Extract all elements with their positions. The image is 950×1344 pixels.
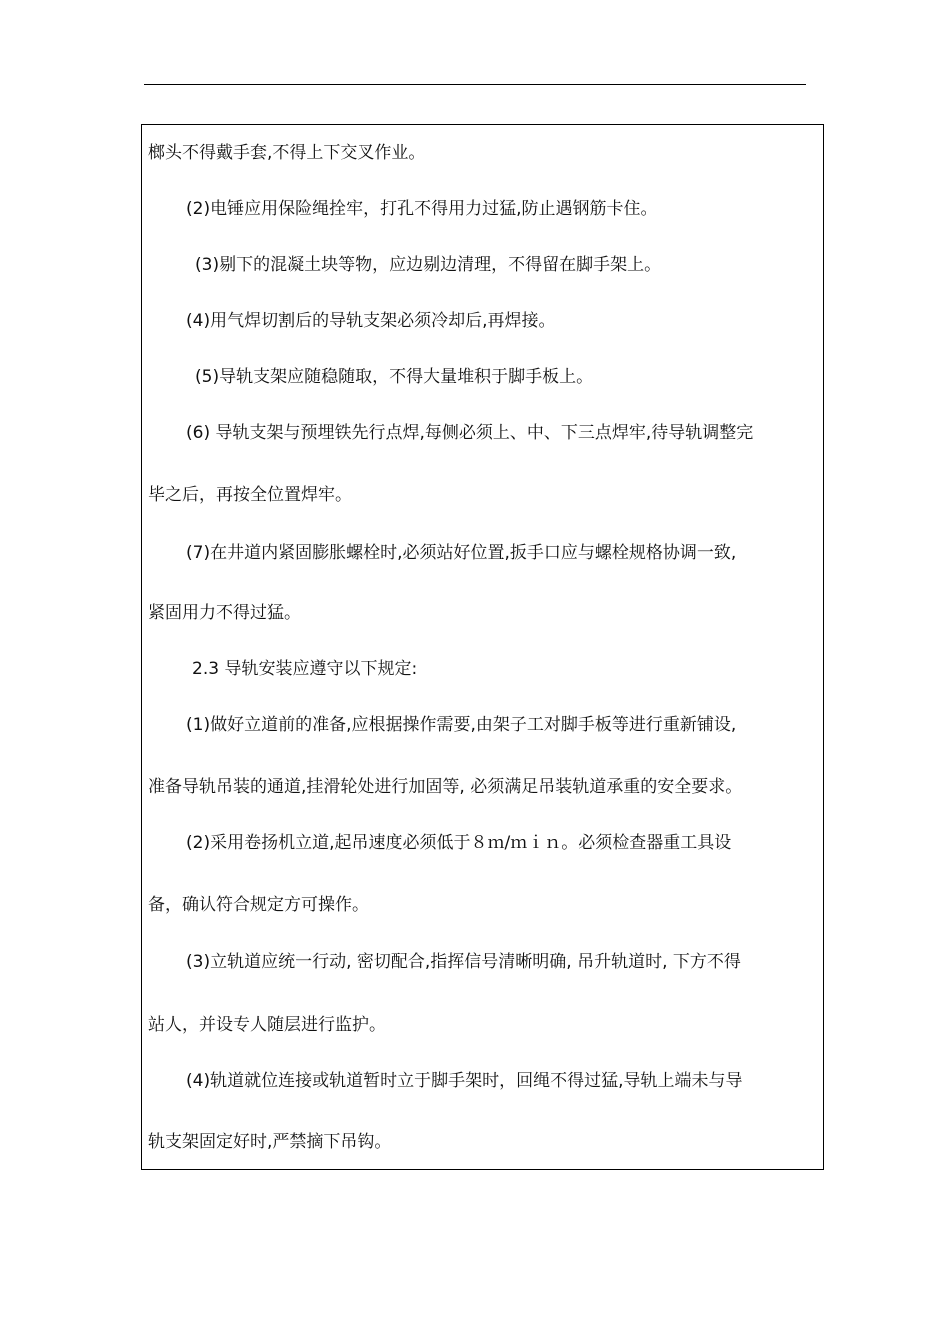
header-rule: [144, 84, 806, 85]
text-line-2: (2)电锤应用保险绳拴牢，打孔不得用力过猛,防止遇钢筋卡住。: [186, 199, 658, 219]
section-heading: 2.3 导轨安装应遵守以下规定:: [192, 659, 418, 679]
text-line-14: 备，确认符合规定方可操作。: [148, 895, 369, 915]
text-line-5: (5)导轨支架应随稳随取，不得大量堆积于脚手板上。: [195, 367, 594, 387]
text-line-15: (3)立轨道应统一行动, 密切配合,指挥信号清晰明确, 吊升轨道时, 下方不得: [186, 952, 741, 972]
text-line-8: (7)在井道内紧固膨胀螺栓时,必须站好位置,扳手口应与螺栓规格协调一致,: [186, 543, 737, 563]
text-line-18: 轨支架固定好时,严禁摘下吊钩。: [148, 1132, 392, 1152]
text-line-16: 站人，并设专人随层进行监护。: [148, 1015, 386, 1035]
text-line-3: (3)剔下的混凝土块等物，应边剔边清理，不得留在脚手架上。: [195, 255, 662, 275]
text-line-7: 毕之后，再按全位置焊牢。: [148, 485, 352, 505]
text-line-1: 榔头不得戴手套,不得上下交叉作业。: [148, 143, 426, 163]
text-line-11: (1)做好立道前的准备,应根据操作需要,由架子工对脚手板等进行重新铺设,: [186, 715, 737, 735]
text-line-4: (4)用气焊切割后的导轨支架必须冷却后,再焊接。: [186, 311, 556, 331]
text-line-13: (2)采用卷扬机立道,起吊速度必须低于８ｍ/ｍｉｎ。必须检查器重工具设: [186, 833, 732, 853]
text-line-12: 准备导轨吊装的通道,挂滑轮处进行加固等, 必须满足吊装轨道承重的安全要求。: [148, 777, 743, 797]
text-line-6: (6) 导轨支架与预埋铁先行点焊,每侧必须上、中、下三点焊牢,待导轨调整完: [186, 423, 754, 443]
text-line-17: (4)轨道就位连接或轨道暂时立于脚手架时，回绳不得过猛,导轨上端未与导: [186, 1071, 743, 1091]
text-line-9: 紧固用力不得过猛。: [148, 603, 301, 623]
